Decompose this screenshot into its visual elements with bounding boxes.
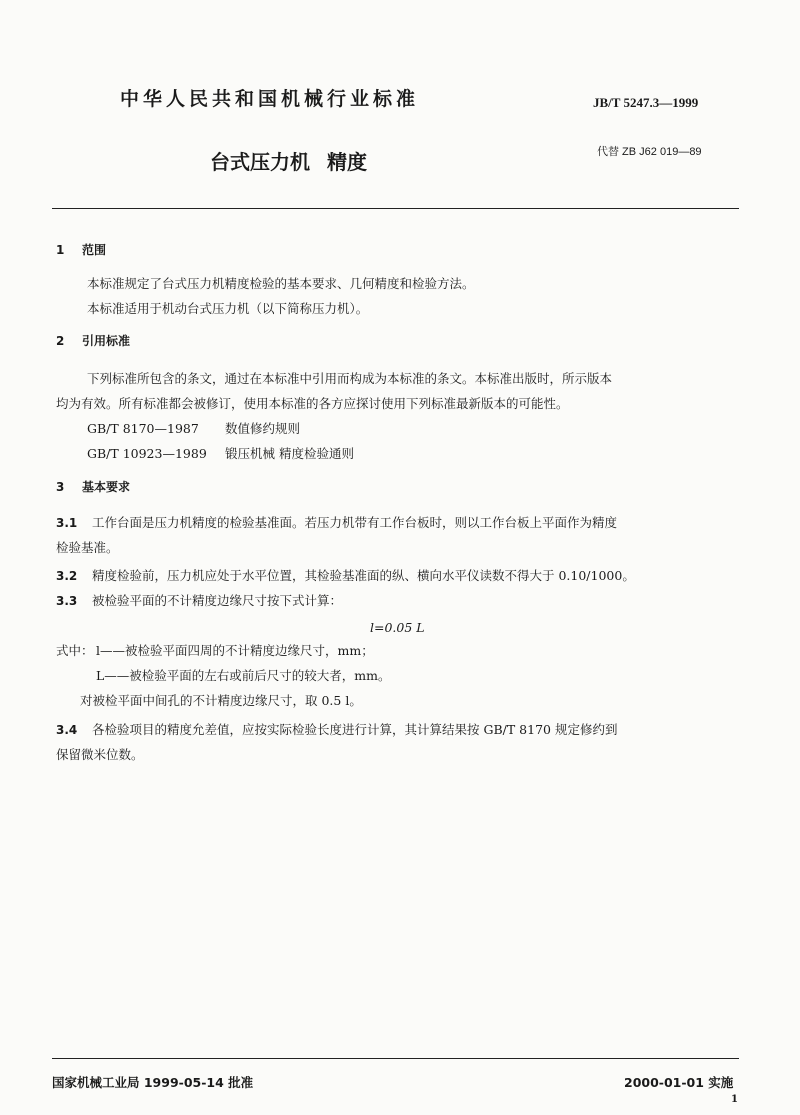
clause-3-4 — [56, 720, 617, 738]
clause-number: 3.3 — [56, 594, 78, 608]
section-number: 1 — [56, 243, 65, 257]
reference-title: 锻压机械 精度检验通则 — [225, 446, 354, 461]
header-rule — [52, 208, 739, 209]
section-title: 范围 — [82, 243, 107, 257]
clause-text: 被检验平面的不计精度边缘尺寸按下式计算： — [92, 593, 343, 608]
section-title: 基本要求 — [82, 480, 131, 494]
clause-text: 各检验项目的精度允差值，应按实际检验长度进行计算，其计算结果按 GB/T 8170 规定修约到 — [92, 722, 618, 737]
clause-3-3 — [56, 591, 342, 609]
clause-text: 工作台面是压力机精度的检验基准面。若压力机带有工作台板时，则以工作台板上平面作为精度 — [92, 515, 618, 530]
formula-where-label: 式中： — [56, 643, 94, 658]
effective-date: 2000-01-01 实施 — [624, 1075, 734, 1090]
paragraph: 本标准规定了台式压力机精度检验的基本要求、几何精度和检验方法。 — [87, 276, 475, 291]
approval-line: 国家机械工业局 1999-05-14 批准 — [52, 1075, 254, 1090]
reference-title: 数值修约规则 — [225, 421, 301, 436]
clause-3-4-continuation: 保留微米位数。 — [56, 747, 144, 762]
paragraph: 下列标准所包含的条文，通过在本标准中引用而构成为本标准的条文。本标准出版时，所示版本 — [87, 371, 613, 386]
clause-number: 3.4 — [56, 723, 78, 737]
clause-number: 3.1 — [56, 516, 78, 530]
section-1-heading — [56, 241, 106, 258]
section-3-heading — [56, 478, 130, 495]
standard-number: JB/T 5247.3—1999 — [593, 95, 699, 110]
reference-item — [87, 444, 354, 462]
clause-text: 精度检验前，压力机应处于水平位置，其检验基准面的纵、横向水平仪读数不得大于 0.10/1000。 — [92, 568, 635, 583]
section-title: 引用标准 — [82, 334, 131, 348]
formula-definition: l——被检验平面四周的不计精度边缘尺寸，mm； — [96, 643, 374, 658]
reference-code: GB/T 8170—1987 — [87, 421, 199, 436]
page-number: 1 — [731, 1094, 738, 1105]
reference-code: GB/T 10923—1989 — [87, 446, 207, 461]
section-2-heading — [56, 332, 130, 349]
formula-definition: L——被检验平面的左右或前后尺寸的较大者，mm。 — [96, 668, 391, 683]
clause-3-1 — [56, 513, 617, 531]
clause-number: 3.2 — [56, 569, 78, 583]
footer-rule — [52, 1058, 739, 1059]
clause-3-2 — [56, 566, 635, 584]
paragraph: 均为有效。所有标准都会被修订，使用本标准的各方应探讨使用下列标准最新版本的可能性。 — [56, 396, 569, 411]
clause-3-1-continuation: 检验基准。 — [56, 540, 119, 555]
document-title: 台式压力机 精度 — [210, 150, 367, 174]
section-number: 2 — [56, 334, 65, 348]
section-number: 3 — [56, 480, 65, 494]
replaces-note: 代替 ZB J62 019—89 — [597, 146, 702, 158]
formula-note: 对被检平面中间孔的不计精度边缘尺寸，取 0.5 l。 — [80, 693, 362, 708]
formula: l=0.05 L — [370, 620, 425, 635]
paragraph: 本标准适用于机动台式压力机（以下简称压力机）。 — [87, 301, 369, 316]
header-title: 中华人民共和国机械行业标准 — [120, 88, 420, 110]
reference-item — [87, 419, 300, 437]
